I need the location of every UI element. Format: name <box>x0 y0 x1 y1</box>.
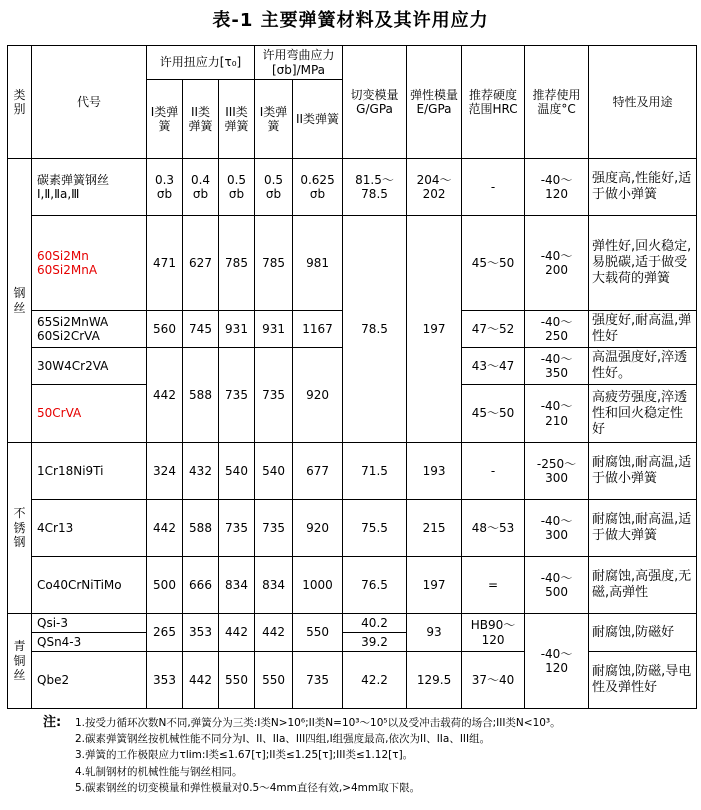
torsion-1-cell: 0.3 σb <box>147 159 183 216</box>
header-category: 类别 <box>8 46 32 159</box>
bending-2-cell: 0.625 σb <box>293 159 343 216</box>
hardness-cell: 45～50 <box>462 385 525 443</box>
note-3: 3.弹簧的工作极限应力τlim:I类≤1.67[τ];II类≤1.25[τ];III类≤1.12[τ]。 <box>75 749 414 762</box>
note-2: 2.碳素弹簧钢丝按机械性能不同分为I、II、IIa、III四组,I组强度最高,依次为II、IIa、III组。 <box>75 733 491 746</box>
table-row <box>8 614 697 633</box>
use-cell: 耐腐蚀,防磁,导电性及弹性好 <box>589 652 697 709</box>
temperature-cell: -40～ 120 <box>525 614 589 709</box>
hardness-cell: 48～53 <box>462 500 525 557</box>
elastic-cell: 193 <box>407 443 462 500</box>
torsion-1-cell: 353 <box>147 652 183 709</box>
bending-2-cell: 981 <box>293 216 343 311</box>
shear-cell: 42.2 <box>343 652 407 709</box>
header-elastic-modulus: 弹性模量E/GPa <box>407 46 462 159</box>
temperature-cell: -40～ 300 <box>525 500 589 557</box>
table-row <box>8 443 697 500</box>
header-bending-stress: 许用弯曲应力[σb]/MPa <box>255 46 343 80</box>
header-temperature: 推荐使用温度°C <box>525 46 589 159</box>
header-row-1 <box>8 46 697 80</box>
torsion-3-cell: 550 <box>219 652 255 709</box>
hardness-cell: - <box>462 159 525 216</box>
table-row <box>8 500 697 557</box>
elastic-cell: 204～ 202 <box>407 159 462 216</box>
notes-section <box>45 715 695 796</box>
torsion-3-cell: 931 <box>219 311 255 348</box>
bending-2-cell: 735 <box>293 652 343 709</box>
torsion-1-cell: 560 <box>147 311 183 348</box>
bending-1-cell: 442 <box>255 614 293 652</box>
temperature-cell: -40～ 210 <box>525 385 589 443</box>
note-4: 4.轧制钢材的机械性能与钢丝相同。 <box>75 765 243 778</box>
torsion-3-cell: 735 <box>219 500 255 557</box>
category-bronze-wire: 青铜丝 <box>8 614 32 709</box>
torsion-2-cell: 442 <box>183 652 219 709</box>
shear-cell: 76.5 <box>343 557 407 614</box>
elastic-cell: 215 <box>407 500 462 557</box>
shear-cell: 40.2 <box>343 614 407 633</box>
category-steel-wire: 钢丝 <box>8 159 32 443</box>
code-cell: 65Si2MnWA 60Si2CrVA <box>32 311 147 348</box>
header-torsion-stress: 许用扭应力[τ₀] <box>147 46 255 80</box>
bending-2-cell: 1167 <box>293 311 343 348</box>
shear-cell: 75.5 <box>343 500 407 557</box>
shear-cell: 78.5 <box>343 216 407 443</box>
torsion-2-cell: 666 <box>183 557 219 614</box>
bending-1-cell: 834 <box>255 557 293 614</box>
bending-2-cell: 677 <box>293 443 343 500</box>
table-row <box>8 652 697 709</box>
elastic-cell: 197 <box>407 216 462 443</box>
torsion-2-cell: 588 <box>183 348 219 443</box>
use-cell: 强度高,性能好,适于做小弹簧 <box>589 159 697 216</box>
header-torsion-class-1: I类弹簧 <box>147 80 183 159</box>
torsion-1-cell: 265 <box>147 614 183 652</box>
bending-2-cell: 920 <box>293 348 343 443</box>
code-cell: 50CrVA <box>32 385 147 443</box>
bending-1-cell: 785 <box>255 216 293 311</box>
table-row <box>8 216 697 311</box>
header-hardness: 推荐硬度范围HRC <box>462 46 525 159</box>
hardness-cell: - <box>462 443 525 500</box>
torsion-1-cell: 442 <box>147 348 183 443</box>
code-cell: Co40CrNiTiMo <box>32 557 147 614</box>
code-cell: Qsi-3 <box>32 614 147 633</box>
bending-1-cell: 735 <box>255 500 293 557</box>
note-5: 5.碳素钢丝的切变模量和弹性模量对0.5～4mm直径有效,>4mm取下限。 <box>75 781 421 794</box>
temperature-cell: -250～ 300 <box>525 443 589 500</box>
elastic-cell: 197 <box>407 557 462 614</box>
hardness-cell: 43～47 <box>462 348 525 385</box>
header-bending-class-1: I类弹簧 <box>255 80 293 159</box>
bending-2-cell: 920 <box>293 500 343 557</box>
elastic-cell: 93 <box>407 614 462 652</box>
torsion-1-cell: 442 <box>147 500 183 557</box>
hardness-cell: = <box>462 557 525 614</box>
code-cell: QSn4-3 <box>32 633 147 652</box>
note-1: 1.按受力循环次数N不同,弹簧分为三类:I类N>10⁶;II类N=10³～10⁵以及受冲击载荷的场合;III类N<10³。 <box>75 717 561 729</box>
code-cell: 30W4Cr2VA <box>32 348 147 385</box>
table-row <box>8 557 697 614</box>
torsion-3-cell: 834 <box>219 557 255 614</box>
torsion-2-cell: 353 <box>183 614 219 652</box>
torsion-2-cell: 588 <box>183 500 219 557</box>
hardness-cell: 47～52 <box>462 311 525 348</box>
torsion-3-cell: 785 <box>219 216 255 311</box>
category-stainless-steel: 不锈钢 <box>8 443 32 614</box>
bending-1-cell: 550 <box>255 652 293 709</box>
use-cell: 耐腐蚀,耐高温,适于做小弹簧 <box>589 443 697 500</box>
bending-2-cell: 1000 <box>293 557 343 614</box>
bending-1-cell: 540 <box>255 443 293 500</box>
temperature-cell: -40～ 250 <box>525 311 589 348</box>
temperature-cell: -40～ 500 <box>525 557 589 614</box>
table-title: 表-1 主要弹簧材料及其许用应力 <box>212 10 489 31</box>
temperature-cell: -40～ 350 <box>525 348 589 385</box>
use-cell: 耐腐蚀,耐高温,适于做大弹簧 <box>589 500 697 557</box>
shear-cell: 39.2 <box>343 633 407 652</box>
hardness-cell: HB90～ 120 <box>462 614 525 652</box>
bending-1-cell: 931 <box>255 311 293 348</box>
shear-cell: 71.5 <box>343 443 407 500</box>
code-cell: 4Cr13 <box>32 500 147 557</box>
header-code: 代号 <box>32 46 147 159</box>
notes-label: 注: <box>43 715 62 730</box>
torsion-3-cell: 735 <box>219 348 255 443</box>
use-cell: 弹性好,回火稳定,易脱碳,适于做受大载荷的弹簧 <box>589 216 697 311</box>
temperature-cell: -40～ 120 <box>525 159 589 216</box>
table-row <box>8 159 697 216</box>
torsion-1-cell: 500 <box>147 557 183 614</box>
header-torsion-class-2: II类弹簧 <box>183 80 219 159</box>
shear-cell: 81.5～ 78.5 <box>343 159 407 216</box>
torsion-3-cell: 0.5 σb <box>219 159 255 216</box>
torsion-2-cell: 745 <box>183 311 219 348</box>
torsion-2-cell: 432 <box>183 443 219 500</box>
use-cell: 高温强度好,淬透性好。 <box>589 348 697 385</box>
code-cell: 60Si2Mn 60Si2MnA <box>32 216 147 311</box>
bending-2-cell: 550 <box>293 614 343 652</box>
use-cell: 耐腐蚀,高强度,无磁,高弹性 <box>589 557 697 614</box>
header-torsion-class-3: III类弹簧 <box>219 80 255 159</box>
code-cell: 1Cr18Ni9Ti <box>32 443 147 500</box>
elastic-cell: 129.5 <box>407 652 462 709</box>
code-cell: 碳素弹簧钢丝 Ⅰ,Ⅱ,Ⅱa,Ⅲ <box>32 159 147 216</box>
spring-materials-table <box>7 45 697 709</box>
torsion-2-cell: 0.4 σb <box>183 159 219 216</box>
header-bending-class-2: II类弹簧 <box>293 80 343 159</box>
torsion-3-cell: 442 <box>219 614 255 652</box>
use-cell: 强度好,耐高温,弹性好 <box>589 311 697 348</box>
header-use: 特性及用途 <box>589 46 697 159</box>
use-cell: 高疲劳强度,淬透性和回火稳定性好 <box>589 385 697 443</box>
use-cell: 耐腐蚀,防磁好 <box>589 614 697 652</box>
header-shear-modulus: 切变模量G/GPa <box>343 46 407 159</box>
code-cell: Qbe2 <box>32 652 147 709</box>
torsion-1-cell: 471 <box>147 216 183 311</box>
bending-1-cell: 735 <box>255 348 293 443</box>
temperature-cell: -40～ 200 <box>525 216 589 311</box>
hardness-cell: 45～50 <box>462 216 525 311</box>
bending-1-cell: 0.5 σb <box>255 159 293 216</box>
hardness-cell: 37～40 <box>462 652 525 709</box>
torsion-3-cell: 540 <box>219 443 255 500</box>
torsion-2-cell: 627 <box>183 216 219 311</box>
torsion-1-cell: 324 <box>147 443 183 500</box>
